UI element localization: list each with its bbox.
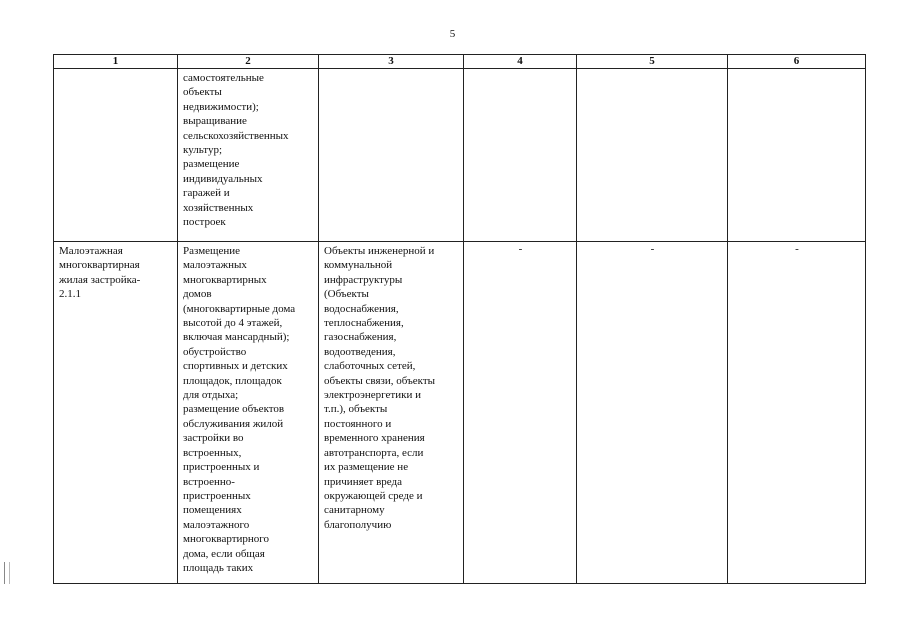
table-cell-col5 — [577, 242, 728, 584]
column-header-4: 4 — [464, 55, 577, 69]
table-header-row — [54, 55, 866, 69]
cell-text: - — [518, 243, 523, 255]
table-cell-description — [178, 69, 319, 242]
cell-text: самостоятельные объекты недвижимости); выращивание сельскохозяйственных культур; размещение индивидуальных гаражей и хозяйственных пострoек — [183, 72, 289, 229]
table-cell-col4 — [464, 242, 577, 584]
table-cell-col6 — [728, 242, 866, 584]
table-cell-col6 — [728, 69, 866, 242]
cell-text: Размещение малоэтажных многоквартирных домов (многоквартирные дома высотой до 4 этажей, включая мансардный); обустройство спортивных и детских площадок, площадок для отдыха; размещение объектов обслуживания жилой застройки во встроенных, пристроенных и встроенно- пристроенных помещениях малоэтажного многоквартирного дома, если общая площадь таких — [183, 245, 296, 574]
table-cell-name — [54, 69, 178, 242]
column-header-6: 6 — [728, 55, 866, 69]
table-cell-description — [178, 242, 319, 584]
column-header-3: 3 — [319, 55, 464, 69]
table-cell-auxiliary — [319, 242, 464, 584]
table-cell-auxiliary — [319, 69, 464, 242]
cell-text: Малоэтажная многоквартирная жилая застройка- 2.1.1 — [59, 245, 141, 301]
column-header-1: 1 — [54, 55, 178, 69]
column-header-5: 5 — [577, 55, 728, 69]
zoning-table — [53, 54, 866, 584]
column-header-2: 2 — [178, 55, 319, 69]
page-number: 5 — [449, 28, 456, 40]
table-row — [54, 242, 866, 584]
cell-text: - — [650, 243, 655, 255]
table-cell-name — [54, 242, 178, 584]
table-cell-col5 — [577, 69, 728, 242]
scan-margin-mark — [4, 562, 10, 584]
cell-text: Объекты инженерной и коммунальной инфраструктуры (Объекты водоснабжения, теплоснабжения, газоснабжения, водоотведения, слаботочных сетей, объекты связи, объекты электроэнергетики и т.п.), объекты постоянного и временного хранения автотранспорта, если их размещение не причиняет вреда окружающей среде и санитарному благополучию — [324, 245, 436, 531]
table-row — [54, 69, 866, 242]
table-cell-col4 — [464, 69, 577, 242]
cell-text: - — [795, 243, 799, 255]
